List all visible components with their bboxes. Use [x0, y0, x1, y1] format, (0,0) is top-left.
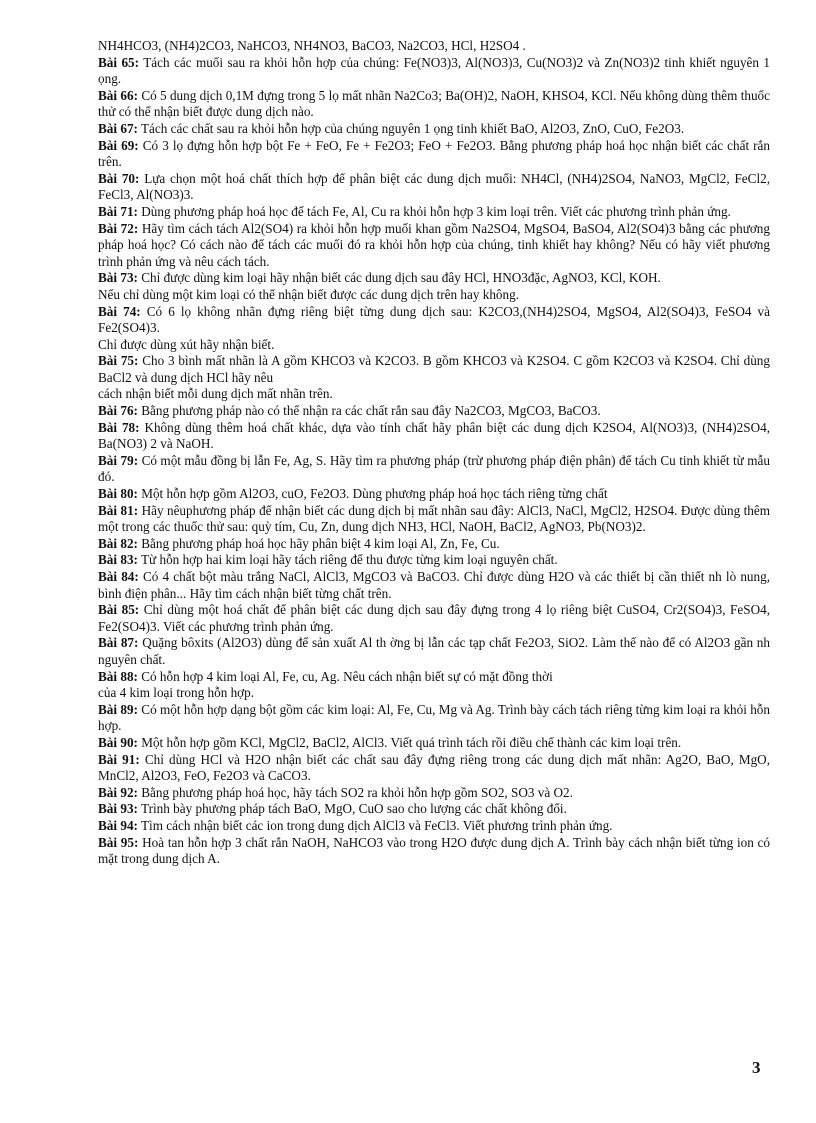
exercise-text: Tìm cách nhận biết các ion trong dung dịch AlCl3 và FeCl3. Viết phương trình phản ứng. [141, 817, 613, 833]
exercise-item [98, 221, 770, 271]
exercise-text: Hãy tìm cách tách Al2(SO4) ra khỏi hỗn hợp muối khan gồm Na2SO4, MgSO4, BaSO4, Al2(SO4)3 bằng các phương pháp hoá học? Có cách nào để tách các muối đó ra khỏi hỗn hợp của chúng, tinh khiết hay không? Nếu có hãy viết phương trình phản ứng và nêu cách tách. [98, 220, 770, 269]
exercise-label: Bài 66: [98, 87, 138, 103]
exercise-label: Bài 70: [98, 170, 140, 186]
exercise-item [98, 818, 770, 835]
exercise-item [98, 287, 770, 304]
exercise-item [98, 503, 770, 536]
exercise-text: Tách các muối sau ra khỏi hỗn hợp của chúng: Fe(NO3)3, Al(NO3)3, Cu(NO3)2 và Zn(NO3)2 tinh khiết nguyên 1 ọng. [98, 54, 771, 87]
exercise-label: Bài 72: [98, 220, 139, 236]
exercise-label: Bài 83: [98, 552, 138, 568]
exercise-label: Bài 94: [98, 817, 138, 833]
exercise-text: Chỉ được dùng kim loại hãy nhận biết các dung dịch sau đây HCl, HNO3đặc, AgNO3, KCl, KOH. [141, 270, 661, 286]
exercise-label: Bài 84: [98, 569, 139, 584]
exercise-item [98, 702, 770, 735]
exercise-item [98, 171, 770, 204]
exercise-label: Bài 79: [98, 452, 139, 468]
exercise-item [98, 785, 770, 802]
exercise-text: Dùng phương pháp hoá học để tách Fe, Al, Cu ra khỏi hỗn hợp 3 kim loại trên. Viết các phương trình phản ứng. [141, 203, 731, 219]
exercise-text: Có 4 chất bột màu trắng NaCl, AlCl3, MgCO3 và BaCO3. Chỉ được dùng H2O và các thiết bị cần thiết nh lò nung, bình điện phân... Hãy tìm cách nhận biết từng chất trên. [98, 569, 770, 601]
exercise-label: Bài 67: [98, 120, 138, 136]
exercise-item [98, 569, 770, 602]
exercise-text: của 4 kim loại trong hỗn hợp. [98, 685, 255, 701]
exercise-item [98, 304, 770, 337]
exercise-item [98, 138, 770, 171]
exercise-text: Chỉ dùng một hoá chất để phân biệt các dung dịch sau đây đựng trong 4 lọ riêng biệt CuSO4, Cr2(SO4)3, FeSO4, Fe2(SO4)3. Viết các phương trình phản ứng. [98, 602, 770, 634]
exercise-item [98, 835, 770, 868]
exercise-text: Quặng bôxits (Al2O3) dùng để sản xuất Al th ờng bị lẫn các tạp chất Fe2O3, SiO2. Làm thế nào để có Al2O3 gần nh nguyên chất. [98, 635, 770, 667]
exercise-label: Bài 93: [98, 801, 138, 817]
exercise-text: Hãy nêuphương pháp để nhận biết các dung dịch bị mất nhãn sau đây: AlCl3, NaCl, MgCl2, H2SO4. Được dùng thêm một trong các thuốc thử sau: quỳ tím, Cu, Zn, dung dịch NH3, HCl, NaOH, BaCl2, AgNO3, Pb(NO3)2. [98, 502, 771, 535]
exercise-item [98, 752, 770, 785]
exercise-item [98, 204, 770, 221]
exercise-label: Bài 76: [98, 403, 138, 419]
exercise-item [98, 121, 770, 138]
exercise-label: Bài 82: [98, 535, 138, 551]
exercise-item [98, 270, 770, 287]
exercise-label: Bài 71: [98, 203, 138, 219]
exercise-text: Có 3 lọ đựng hỗn hợp bột Fe + FeO, Fe + Fe2O3; FeO + Fe2O3. Bằng phương pháp hoá học nhận biết các chất rắn trên. [98, 137, 771, 170]
page-number: 3 [752, 1058, 761, 1077]
exercise-text: Bằng phương pháp hoá học, hãy tách SO2 ra khỏi hỗn hợp gồm SO2, SO3 và O2. [141, 784, 573, 800]
exercise-list [98, 55, 770, 868]
exercise-item [98, 353, 770, 386]
exercise-text: Có 6 lọ không nhãn đựng riêng biệt từng dung dịch sau: K2CO3,(NH4)2SO4, MgSO4, Al2(SO4)3, FeSO4 và Fe2(SO4)3. [98, 303, 770, 336]
exercise-label: Bài 65: [98, 54, 140, 70]
exercise-text: Có một mẫu đồng bị lẫn Fe, Ag, S. Hãy tìm ra phương pháp (trừ phương pháp điện phân) để tách Cu tinh khiết từ mẫu đó. [98, 452, 770, 485]
exercise-label: Bài 75: [98, 353, 139, 369]
exercise-item [98, 801, 770, 818]
exercise-text: Bằng phương pháp hoá học hãy phân biệt 4 kim loại Al, Zn, Fe, Cu. [141, 535, 500, 551]
exercise-text: Từ hỗn hợp hai kim loại hãy tách riêng để thu được từng kim loại nguyên chất. [141, 552, 558, 568]
exercise-label: Bài 78: [98, 419, 140, 435]
exercise-label: Bài 80: [98, 486, 138, 502]
exercise-item [98, 453, 770, 486]
exercise-text: Một hỗn hợp gồm Al2O3, cuO, Fe2O3. Dùng phương pháp hoá học tách riêng từng chất [141, 486, 608, 502]
exercise-label: Bài 73: [98, 270, 138, 286]
exercise-item [98, 386, 770, 403]
exercise-label: Bài 92: [98, 784, 138, 800]
exercise-text: Bằng phương pháp nào có thể nhận ra các chất rắn sau đây Na2CO3, MgCO3, BaCO3. [141, 403, 601, 419]
exercise-text: Chỉ được dùng xút hãy nhận biết. [98, 336, 275, 352]
exercise-item [98, 420, 770, 453]
exercise-label: Bài 85: [98, 602, 140, 618]
exercise-text: Không dùng thêm hoá chất khác, dựa vào tính chất hãy phân biệt các dung dịch K2SO4, Al(NO3)3, (NH4)2SO4, Ba(NO3) 2 và NaOH. [98, 419, 771, 452]
exercise-item [98, 536, 770, 553]
exercise-item [98, 602, 770, 635]
exercise-item [98, 735, 770, 752]
exercise-label: Bài 69: [98, 137, 139, 153]
exercise-label: Bài 91: [98, 751, 140, 767]
exercise-text: cách nhận biết mỗi dung dịch mất nhãn trên. [98, 386, 333, 402]
exercise-text: Lựa chọn một hoá chất thích hợp để phân biệt các dung dịch muối: NH4Cl, (NH4)2SO4, NaNO3, MgCl2, FeCl2, FeCl3, Al(NO3)3. [98, 170, 771, 203]
exercise-text: Trình bày phương pháp tách BaO, MgO, CuO sao cho lượng các chất không đổi. [141, 801, 567, 817]
exercise-label: Bài 74: [98, 303, 141, 319]
exercise-item [98, 635, 770, 668]
exercise-item [98, 685, 770, 702]
exercise-text: Chỉ dùng HCl và H2O nhận biết các chất sau đây đựng riêng trong các dung dịch mất nhãn: Ag2O, BaO, MgO, MnCl2, Al2O3, FeO, Fe2O3 và CaCO3. [98, 751, 770, 784]
exercise-item [98, 669, 770, 686]
exercise-text: Hoà tan hỗn hợp 3 chất rắn NaOH, NaHCO3 vào trong H2O được dung dịch A. Trình bày cách nhận biết từng ion có mặt trong dung dịch A. [98, 834, 770, 867]
exercise-text: Một hỗn hợp gồm KCl, MgCl2, BaCl2, AlCl3. Viết quá trình tách rồi điều chế thành các kim loại trên. [141, 734, 682, 750]
exercise-label: Bài 81: [98, 502, 139, 518]
exercise-text: Cho 3 bình mất nhãn là A gồm KHCO3 và K2CO3. B gồm KHCO3 và K2SO4. C gồm K2CO3 và K2SO4. Chỉ dùng BaCl2 và dung dịch HCl hãy nêu [98, 353, 770, 385]
exercise-label: Bài 88: [98, 668, 138, 684]
exercise-item [98, 486, 770, 503]
document-body [98, 38, 770, 868]
exercise-text: Tách các chất sau ra khỏi hỗn hợp của chúng nguyên 1 ọng tinh khiết BaO, Al2O3, ZnO, CuO, Fe2O3. [141, 120, 685, 136]
exercise-label: Bài 89: [98, 701, 138, 717]
exercise-item [98, 55, 770, 88]
exercise-text: Có hỗn hợp 4 kim loại Al, Fe, cu, Ag. Nêu cách nhận biết sự có mặt đồng thời [141, 668, 553, 684]
exercise-text: Nếu chỉ dùng một kim loại có thể nhận biết được các dung dịch trên hay không. [98, 286, 519, 302]
exercise-label: Bài 87: [98, 635, 139, 651]
exercise-item [98, 337, 770, 354]
exercise-item [98, 88, 770, 121]
exercise-item [98, 403, 770, 420]
exercise-label: Bài 90: [98, 734, 138, 750]
exercise-item [98, 552, 770, 569]
exercise-text: Có một hỗn hợp dạng bột gồm các kim loại: Al, Fe, Cu, Mg và Ag. Trình bày cách tách riêng từng kim loại ra khỏi hỗn hợp. [98, 701, 770, 734]
exercise-label: Bài 95: [98, 834, 139, 850]
intro-line: NH4HCO3, (NH4)2CO3, NaHCO3, NH4NO3, BaCO3, Na2CO3, HCl, H2SO4 . [98, 38, 526, 53]
exercise-text: Có 5 dung dịch 0,1M đựng trong 5 lọ mất nhãn Na2Co3; Ba(OH)2, NaOH, KHSO4, KCl. Nếu không dùng thêm thuốc thử có thể nhận biết được dung dịch nào. [98, 87, 770, 120]
